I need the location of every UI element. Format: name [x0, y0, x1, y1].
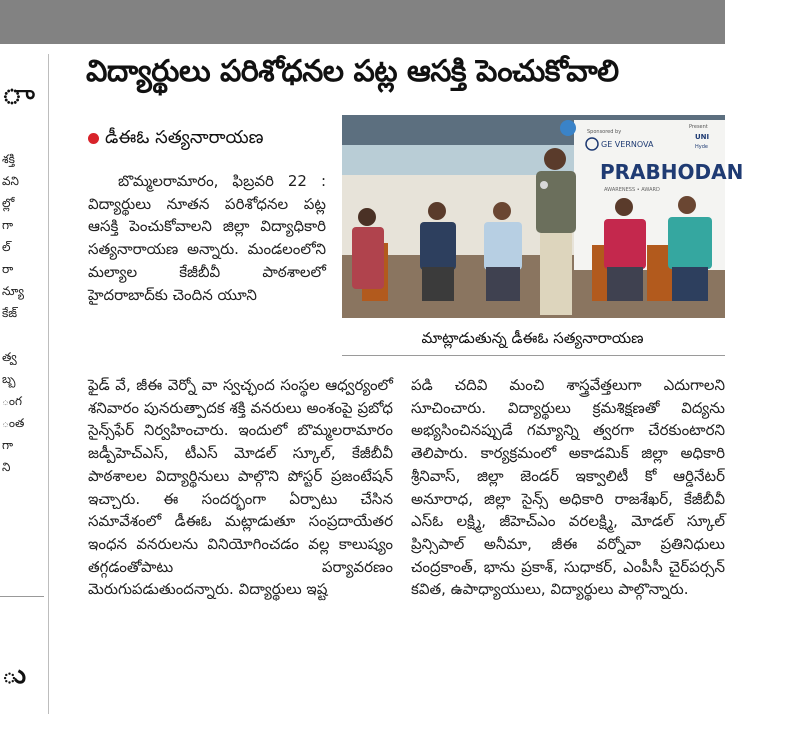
right-column-paragraph: పడి చదివి మంచి శాస్త్రవేత్తలుగా ఎదుగాలని సూచించారు. విద్యార్థులు క్రమశిక్షణతో విద్యను అభ్యసించినప్పుడే గమ్యాన్ని త్వరగా చేరకుంటారని తెలిపారు. కార్యక్రమంలో అకాడమిక్ జిల్లా అధికారి శ్రీనివాస్, జిల్లా జెండర్ ఇక్వాలిటీ కో ఆర్డినేటర్ అనూరాధ, జిల్లా సైన్స్ అధికారి రాజశేఖర్, కేజీబీవీ ఎస్ఓ లక్ష్మి, జీహెచ్ఎం వరలక్ష్మి, మోడల్ స్కూల్ ప్రిన్సిపాల్ అనీమా, జీఈ వర్నోవా ప్రతినిధులు చంద్రకాంత్, భాను ప్రకాశ్, సుధాకర్, ఎంపీసీ చైర్‌పర్సన్ కవిత, ఉపాధ్యాయులు, విద్యార్థులు పాల్గొన్నారు.	[411, 376, 725, 599]
neighbor-text-fragment: ంత	[2, 416, 25, 430]
caption-rule	[342, 355, 725, 356]
neighbor-text-fragment: కేజ్	[2, 306, 18, 320]
article-photo	[342, 115, 744, 318]
neighbor-text-fragment: ల్లో	[2, 196, 15, 210]
photo-caption: మాట్లాడుతున్న డీఈఓ సత్యనారాయణ	[421, 329, 644, 347]
neighbor-text-fragment: శక్తి	[2, 152, 15, 166]
neighbor-text-fragment: రా	[2, 262, 14, 276]
banner-sponsor-name: GE VERNOVA	[601, 140, 654, 149]
neighbor-article-fragment	[0, 44, 46, 733]
lead-paragraph-block	[88, 170, 326, 306]
banner-sponsor-label: Sponsored by	[587, 129, 622, 135]
left-column-block	[88, 374, 393, 601]
neighbor-text-fragment: గా	[2, 438, 14, 452]
right-column-block	[411, 374, 725, 601]
page-top-bar	[0, 0, 725, 44]
neighbor-text-fragment: ల్	[2, 240, 11, 254]
left-column-paragraph: ఫైడ్ వే, జీఈ వెర్నో వా స్వచ్ఛంద సంస్థల ఆధ్వర్యంలో శనివారం పునరుత్పాదక శక్తి వనరులు అంశంపై ప్రబోధ సైన్స్‌ఫేర్ నిర్వహించారు. ఇందులో బొమ్మలరామారం జడ్పీహెచ్‌ఎస్, టీఎస్ మోడల్ స్కూల్, కేజీబీవీ పాఠశాలల విద్యార్థినులు పాల్గొని పోస్టర్ ప్రజంటేషన్ ఇచ్చారు. ఈ సందర్భంగా ఏర్పాటు చేసిన సమావేశంలో డీఈఓ మట్లాడుతూ సంప్రదాయేతర ఇంధన వనరులను వినియోగించడం వల్ల కాలుష్యం తగ్గడంతోపాటు పర్యావరణం మెరుగుపడుతుందన్నారు. విద్యార్థులు ఇష్ట	[88, 376, 393, 599]
neighbor-text-fragment: వని	[2, 174, 19, 188]
neighbor-text-fragment: ని	[2, 460, 11, 474]
neighbor-text-fragment: త్వ	[2, 350, 17, 364]
neighbor-bottom-glyph: ు	[2, 660, 27, 690]
lead-paragraph: బొమ్మలరామారం, ఫిబ్రవరి 22 : విద్యార్థులు నూతన పరిశోధనల పట్ల ఆసక్తి పెంచుకోవాలని జిల్లా విద్యాధికారి సత్యనారాయణ అన్నారు. మండలంలోని మల్యాల కేజీబీవీ పాఠశాలలో హైదరాబాద్‌కు చెందిన యూని	[88, 172, 326, 304]
article-byline	[88, 127, 263, 152]
balloon-icon	[560, 120, 576, 136]
banner-partner-label: Present	[689, 124, 708, 130]
neighbor-heading-glyph: ு	[2, 80, 36, 110]
neighbor-text-fragment: ంగ	[2, 394, 23, 408]
banner-partner-name: UNI	[695, 133, 710, 141]
neighbor-text-fragment: గా	[2, 218, 14, 232]
byline-bullet-icon	[88, 133, 99, 144]
neighbor-text-fragment: బ్బ	[2, 372, 16, 386]
banner-title: PRABHODAN	[600, 160, 744, 184]
byline-text: డీఈఓ సత్యనారాయణ	[105, 127, 264, 148]
column-divider	[48, 54, 49, 714]
neighbor-text-fragment	[2, 324, 42, 346]
neighbor-text-lines	[2, 148, 42, 478]
event-photo-illustration	[342, 115, 744, 318]
banner-subtitle: AWARENESS • AWARD	[604, 187, 660, 193]
neighbor-text-fragment: న్యూ	[2, 284, 24, 298]
banner-partner-sub: Hyde	[695, 144, 708, 150]
article-headline: విద్యార్థులు పరిశోధనల పట్ల ఆసక్తి పెంచుకోవాలి	[86, 54, 619, 89]
neighbor-divider	[0, 596, 44, 597]
